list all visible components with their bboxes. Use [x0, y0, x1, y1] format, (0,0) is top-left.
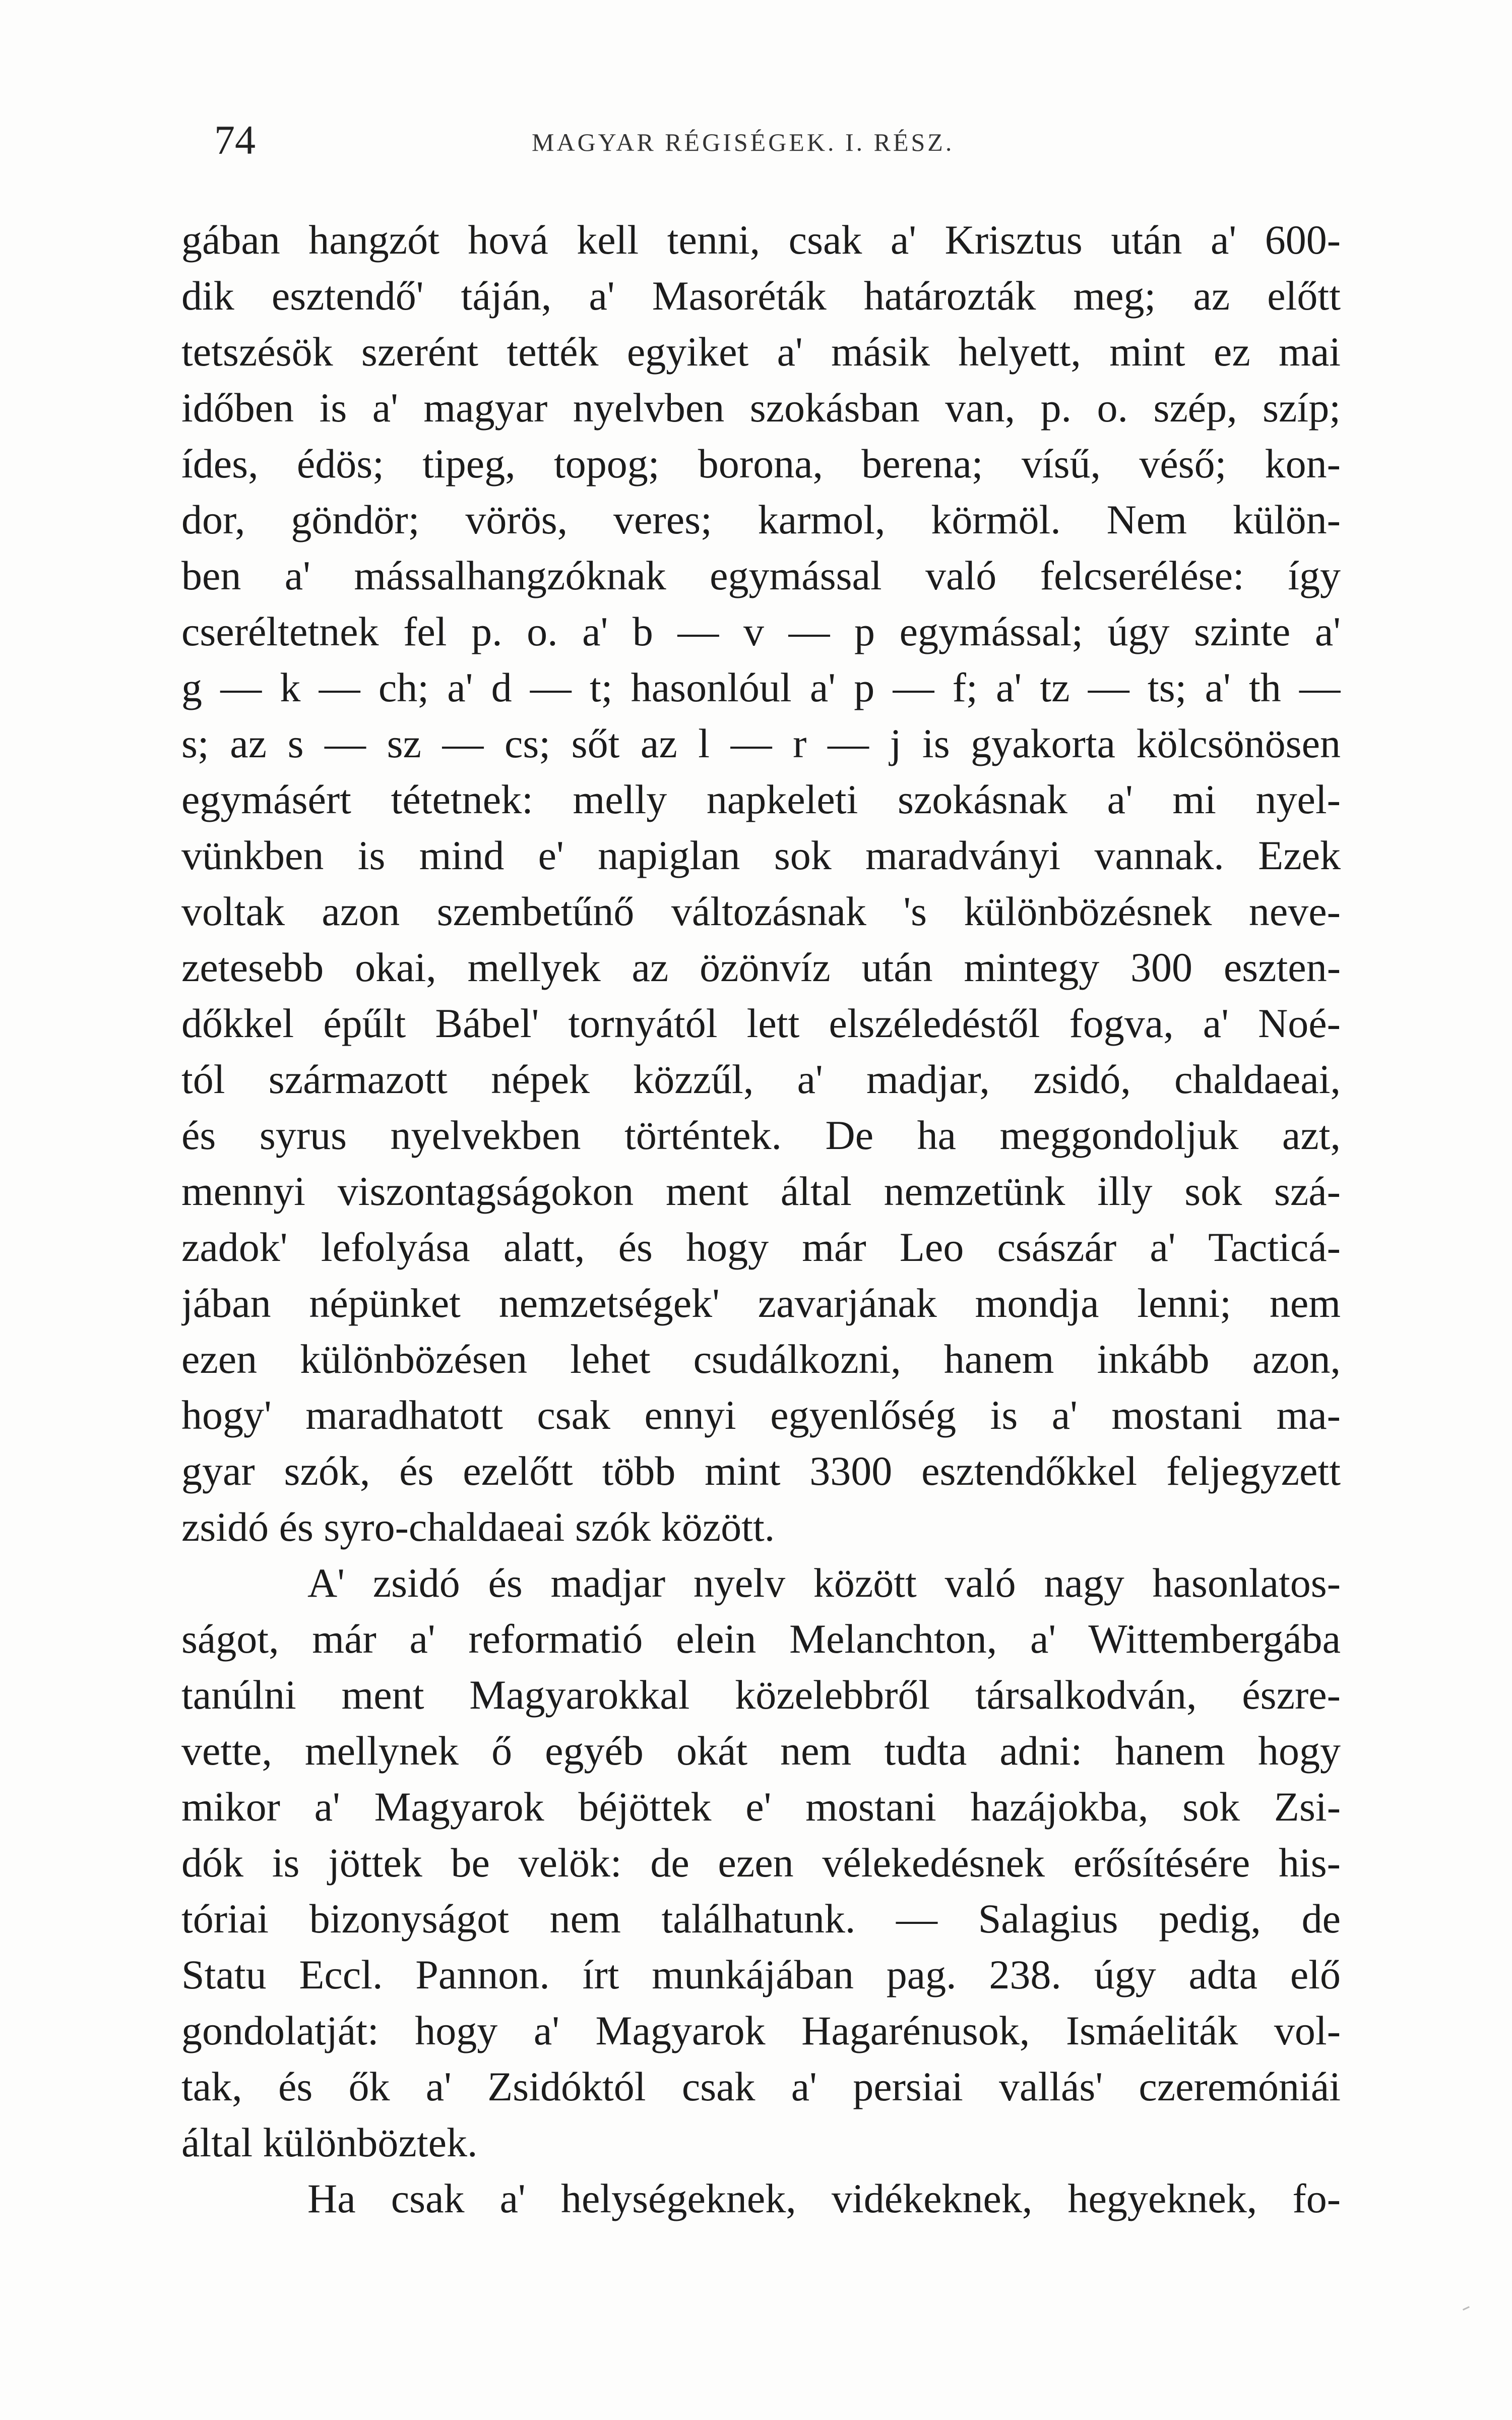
- text-line: Ha csak a' helységeknek, vidékeknek, hegyeknek, fo-: [307, 2175, 1341, 2221]
- text-line: tóriai bizonyságot nem találhatunk. — Salagius pedig, de: [181, 1896, 1341, 1942]
- text-line: gában hangzót hová kell tenni, csak a' Krisztus után a' 600-: [181, 217, 1341, 263]
- running-head: [214, 115, 1358, 165]
- text-line: mikor a' Magyarok béjöttek e' mostani hazájokba, sok Zsi-: [181, 1784, 1341, 1830]
- text-line: g — k — ch; a' d — t; hasonlóul a' p — f; a' tz — ts; a' th —: [181, 664, 1341, 710]
- text-line: tól származott népek közzűl, a' madjar, zsidó, chaldaeai,: [181, 1056, 1341, 1102]
- text-line: ezen különbözésen lehet csudálkozni, hanem inkább azon,: [181, 1336, 1341, 1382]
- text-line: ídes, édös; tipeg, topog; borona, berena; vísű, véső; kon-: [181, 441, 1341, 487]
- text-line: hogy' maradhatott csak ennyi egyenlőség is a' mostani ma-: [181, 1392, 1341, 1438]
- text-line: zsidó és syro-chaldaeai szók között.: [181, 1504, 775, 1550]
- text-line: ben a' mássalhangzóknak egymással való felcserélése: így: [181, 553, 1341, 598]
- paragraph-3: [181, 2170, 1341, 2226]
- text-line: zadok' lefolyása alatt, és hogy már Leo császár a' Tacticá-: [181, 1224, 1341, 1270]
- text-line: voltak azon szembetűnő változásnak 's különbözésnek neve-: [181, 888, 1341, 934]
- text-line: s; az s — sz — cs; sőt az l — r — j is gyakorta kölcsönösen: [181, 720, 1341, 766]
- text-line: vünkben is mind e' napiglan sok maradványi vannak. Ezek: [181, 832, 1341, 878]
- text-line: mennyi viszontagságokon ment által nemzetünk illy sok szá-: [181, 1168, 1341, 1214]
- page-number: 74: [214, 117, 256, 163]
- text-line: vette, mellynek ő egyéb okát nem tudta adni: hanem hogy: [181, 1728, 1341, 1774]
- running-title: MAGYAR RÉGISÉGEK. I. RÉSZ.: [532, 128, 955, 156]
- text-line: Statu Eccl. Pannon. írt munkájában pag. 238. úgy adta elő: [181, 1952, 1341, 1998]
- text-line: dőkkel épűlt Bábel' tornyától lett elszéledéstől fogva, a' Noé-: [181, 1000, 1341, 1046]
- text-line: tanúlni ment Magyarokkal közelebbről társalkodván, észre-: [181, 1672, 1341, 1718]
- body-text: [181, 212, 1341, 2226]
- text-line: gyar szók, és ezelőtt több mint 3300 esztendőkkel feljegyzett: [181, 1448, 1341, 1494]
- text-line: egymásért tétetnek: melly napkeleti szokásnak a' mi nyel-: [181, 776, 1341, 822]
- text-line: és syrus nyelvekben történtek. De ha meggondoljuk azt,: [181, 1112, 1341, 1158]
- paragraph-1: [181, 212, 1341, 1555]
- text-line: dók is jöttek be velök: de ezen vélekedésnek erősítésére his-: [181, 1840, 1341, 1886]
- paragraph-2: [181, 1555, 1341, 2170]
- text-line: dor, göndör; vörös, veres; karmol, körmöl. Nem külön-: [181, 497, 1341, 542]
- text-line: jában népünket nemzetségek' zavarjának mondja lenni; nem: [181, 1280, 1341, 1326]
- text-line: tak, és ők a' Zsidóktól csak a' persiai vallás' czeremóniái: [181, 2064, 1341, 2109]
- text-line: tetszésök szerént tették egyiket a' másik helyett, mint ez mai: [181, 329, 1341, 375]
- text-line: dik esztendő' táján, a' Masoréták határozták meg; az előtt: [181, 273, 1341, 319]
- text-line: által különböztek.: [181, 2120, 478, 2165]
- text-line: zetesebb okai, mellyek az özönvíz után mintegy 300 eszten-: [181, 944, 1341, 990]
- text-line: időben is a' magyar nyelvben szokásban van, p. o. szép, szíp;: [181, 385, 1341, 431]
- text-line: ságot, már a' reformatió elein Melanchton, a' Wittembergába: [181, 1616, 1341, 1662]
- page-edge-mark: [1463, 2306, 1470, 2311]
- text-line: gondolatját: hogy a' Magyarok Hagarénusok, Ismáeliták vol-: [181, 2008, 1341, 2053]
- text-line: A' zsidó és madjar nyelv között való nagy hasonlatos-: [307, 1560, 1341, 1606]
- text-line: cseréltetnek fel p. o. a' b — v — p egymással; úgy szinte a': [181, 609, 1341, 654]
